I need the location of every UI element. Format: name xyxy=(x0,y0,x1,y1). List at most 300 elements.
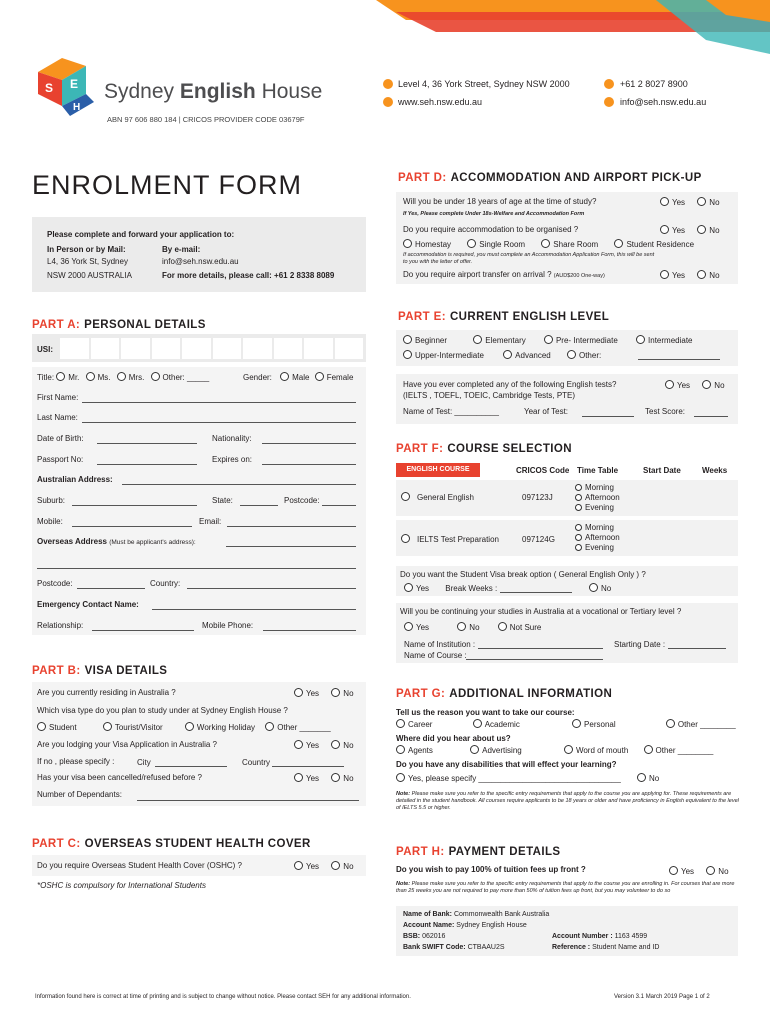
bsb-row xyxy=(403,933,445,940)
oshc-no: No xyxy=(343,862,354,871)
visa-q5-no: No xyxy=(343,774,354,783)
start-header: Start Date xyxy=(643,466,681,475)
break-no-radio[interactable] xyxy=(589,583,598,592)
beginner: Beginner xyxy=(415,336,448,345)
hear-q: Where did you hear about us? xyxy=(396,734,511,743)
starting-label: Starting Date : xyxy=(614,640,666,649)
parth-note-label: Note: xyxy=(396,881,411,887)
course-name-field[interactable] xyxy=(466,659,603,660)
last-name-field[interactable] xyxy=(82,422,356,423)
intermediate: Intermediate xyxy=(648,336,693,345)
parth-note xyxy=(396,881,742,895)
under18-no: No xyxy=(709,198,720,207)
partd-q1-options xyxy=(660,197,720,207)
title-label: Title: xyxy=(37,373,55,382)
tests-no: No xyxy=(714,381,725,390)
course-1-code: 097123J xyxy=(522,493,553,502)
partg-note-label: Note: xyxy=(396,791,411,797)
tests-sub: (IELTS , TOEFL, TOEIC, Cambridge Tests, PTE) xyxy=(403,391,576,400)
course-1-times xyxy=(575,483,620,513)
advanced: Advanced xyxy=(515,351,551,360)
single-radio[interactable] xyxy=(467,239,476,248)
logo xyxy=(32,54,100,118)
reason-other-radio[interactable] xyxy=(666,719,675,728)
agents-radio[interactable] xyxy=(396,745,405,754)
level-other-field[interactable] xyxy=(638,359,720,360)
aus-address-field[interactable] xyxy=(122,484,356,485)
wom-radio[interactable] xyxy=(564,745,573,754)
oshc-yes-radio[interactable] xyxy=(294,861,303,870)
partg-note-text: Please make sure you refer to the specific entry requirements that apply to the course you are applying for. These requirements are detailed in the student handbook. All courses require applicants to be 18 years or older and have proficiency in English equivalent to the level of IELTS 5.5 or higher. xyxy=(396,791,739,811)
visa-other: Other _______ xyxy=(277,723,331,732)
homestay: Homestay xyxy=(415,240,452,249)
preint-radio[interactable] xyxy=(544,335,553,344)
accom-note2: to you with the letter of offer. xyxy=(403,259,473,265)
airport-yes: Yes xyxy=(672,271,686,280)
part-e-heading xyxy=(398,311,609,323)
accom-type-options xyxy=(403,239,694,249)
partd-q2: Do you require accommodation to be organised ? xyxy=(403,225,579,234)
email-icon xyxy=(604,97,614,107)
brand-suffix: House xyxy=(255,80,323,103)
course-2-evening: Evening xyxy=(585,543,614,552)
course-1-radio[interactable] xyxy=(401,492,410,501)
break-weeks-field[interactable] xyxy=(500,592,572,593)
corner-graphic xyxy=(376,0,770,54)
part-a-heading xyxy=(32,319,206,331)
emergency-label: Emergency Contact Name: xyxy=(37,600,139,609)
academic-radio[interactable] xyxy=(473,719,482,728)
break-options xyxy=(404,583,497,593)
partg-note xyxy=(396,791,744,812)
tests-no-radio[interactable] xyxy=(702,380,711,389)
course-1 xyxy=(401,492,474,502)
level-other-radio[interactable] xyxy=(567,350,576,359)
dob-field[interactable] xyxy=(97,443,197,444)
visa-city: City xyxy=(137,758,151,767)
advanced-radio[interactable] xyxy=(503,350,512,359)
visa-q3-yes-radio[interactable] xyxy=(294,740,303,749)
institution-label: Name of Institution : xyxy=(404,640,476,649)
continue-yes: Yes xyxy=(416,623,430,632)
part-g-label: PART G: xyxy=(396,688,446,700)
footer-disclaimer: Information found here is correct at time of printing and is subject to change without notice. Please contact SEH for any additional information. xyxy=(35,994,411,1000)
overseas-row xyxy=(37,537,196,546)
break-no: No xyxy=(601,584,612,593)
oshc-note: *OSHC is compulsory for International Students xyxy=(37,881,206,890)
test-score-field[interactable] xyxy=(694,416,728,417)
location-icon xyxy=(383,79,393,89)
other-title-radio[interactable] xyxy=(151,372,160,381)
beginner-radio[interactable] xyxy=(403,335,412,344)
course-2-times xyxy=(575,523,620,553)
part-h-label: PART H: xyxy=(396,846,445,858)
usi-label: USI: xyxy=(37,345,53,354)
svg-text:H: H xyxy=(73,102,81,113)
visa-q3-yes: Yes xyxy=(306,741,320,750)
word-of-mouth: Word of mouth xyxy=(575,746,629,755)
overseas-field-2[interactable] xyxy=(37,568,356,569)
payment-yes-radio[interactable] xyxy=(669,866,678,875)
male-radio[interactable] xyxy=(280,372,289,381)
visa-q1-options xyxy=(294,688,354,698)
relationship-field[interactable] xyxy=(92,630,194,631)
part-c-label: PART C: xyxy=(32,838,81,850)
break-weeks: Break Weeks : xyxy=(445,584,498,593)
page-title: ENROLMENT FORM xyxy=(32,170,303,200)
partd-q3-note: (AUD$200 One-way) xyxy=(553,273,605,279)
part-d-label: PART D: xyxy=(398,172,447,184)
visa-q5-options xyxy=(294,773,354,783)
year-test: Year of Test: xyxy=(524,407,569,416)
english-course-badge: ENGLISH COURSE xyxy=(396,463,480,477)
visa-q3-options xyxy=(294,740,354,750)
aus-address-label: Australian Address: xyxy=(37,475,113,484)
part-d-title: ACCOMMODATION AND AIRPORT PICK-UP xyxy=(450,172,702,184)
ref-value: Student Name and ID xyxy=(592,944,660,951)
reason-q: Tell us the reason you want to take our course: xyxy=(396,708,575,717)
postcode-label: Postcode: xyxy=(284,496,320,505)
payment-options xyxy=(669,866,729,876)
gender-row xyxy=(243,372,353,382)
email-heading: By e-mail: xyxy=(162,245,201,254)
visa-country: Country xyxy=(242,758,271,767)
bsb-value: 062016 xyxy=(422,933,446,940)
visa-q1-no: No xyxy=(343,689,354,698)
part-c-heading xyxy=(32,838,311,850)
visa-student: Student xyxy=(49,723,77,732)
student-residence: Student Residence xyxy=(626,240,695,249)
visa-q4: If no , please specify : xyxy=(37,757,115,766)
visa-city-field[interactable] xyxy=(155,766,227,767)
under18-yes-radio[interactable] xyxy=(660,197,669,206)
partd-q3: Do you require airport transfer on arrival ? xyxy=(403,270,552,279)
mail-heading: In Person or by Mail: xyxy=(47,245,126,254)
bsb-label: BSB: xyxy=(403,933,421,940)
visa-q3-no: No xyxy=(343,741,354,750)
details-line: For more details, please call: +61 2 8338 8089 xyxy=(162,271,335,280)
mobile-field[interactable] xyxy=(72,526,192,527)
part-b-heading xyxy=(32,665,167,677)
accom-yes-radio[interactable] xyxy=(660,225,669,234)
mail-line1: L4, 36 York St, Sydney xyxy=(47,257,128,266)
under18-yes: Yes xyxy=(672,198,686,207)
airport-no: No xyxy=(709,271,720,280)
expires-label: Expires on: xyxy=(212,455,253,464)
other-title-label: Other: _____ xyxy=(162,373,210,382)
ms-label: Ms. xyxy=(97,373,111,382)
abn-text: ABN 97 606 880 184 | CRICOS PROVIDER CODE 03679F xyxy=(107,115,305,124)
break-q: Do you want the Student Visa break option ( General English Only ) ? xyxy=(400,570,646,579)
continue-options xyxy=(404,622,541,632)
break-yes-radio[interactable] xyxy=(404,583,413,592)
institution-field[interactable] xyxy=(478,648,603,649)
address-text: Level 4, 36 York Street, Sydney NSW 2000 xyxy=(398,79,570,89)
break-yes: Yes xyxy=(416,584,430,593)
email-value: info@seh.nsw.edu.au xyxy=(162,257,239,266)
swift-value: CTBAAU2S xyxy=(467,944,505,951)
agents: Agents xyxy=(408,746,433,755)
single-room: Single Room xyxy=(479,240,526,249)
account-label: Account Name: xyxy=(403,922,455,929)
last-name-label: Last Name: xyxy=(37,413,78,422)
pre-intermediate: Pre- Intermediate xyxy=(555,336,618,345)
brand-bold: English xyxy=(179,80,256,103)
tests-yes-radio[interactable] xyxy=(665,380,674,389)
reason-other: Other ________ xyxy=(677,720,736,729)
male-label: Male xyxy=(292,373,310,382)
accnum-value: 1163 4599 xyxy=(614,933,648,940)
continue-notsure-radio[interactable] xyxy=(498,622,507,631)
course-2-afternoon-radio[interactable] xyxy=(575,534,582,541)
payment-no: No xyxy=(718,867,729,876)
phone-text: +61 2 8027 8900 xyxy=(620,79,688,89)
tests-yes: Yes xyxy=(677,381,691,390)
visa-q1-no-radio[interactable] xyxy=(331,688,340,697)
part-e-title: CURRENT ENGLISH LEVEL xyxy=(449,311,610,323)
visa-country-field[interactable] xyxy=(272,766,344,767)
visa-q1-yes-radio[interactable] xyxy=(294,688,303,697)
female-label: Female xyxy=(326,373,354,382)
part-f-label: PART F: xyxy=(396,443,444,455)
visa-q3-no-radio[interactable] xyxy=(331,740,340,749)
accom-no-radio[interactable] xyxy=(697,225,706,234)
visa-working: Working Holiday xyxy=(196,723,256,732)
course-1-morning-radio[interactable] xyxy=(575,484,582,491)
part-h-title: PAYMENT DETAILS xyxy=(448,846,561,858)
instructions-box xyxy=(32,217,366,292)
website-text[interactable]: www.seh.nsw.edu.au xyxy=(398,97,483,107)
break-no-option xyxy=(589,583,611,593)
country-field[interactable] xyxy=(187,588,356,589)
instructions-heading: Please complete and forward your application to: xyxy=(47,230,235,239)
swift-row xyxy=(403,944,505,951)
overseas-field[interactable] xyxy=(226,546,356,547)
mrs-label: Mrs. xyxy=(128,373,145,382)
oshc-yes: Yes xyxy=(306,862,320,871)
visa-q1: Are you currently residing in Australia ? xyxy=(37,688,176,697)
career: Career xyxy=(408,720,433,729)
mobile-label: Mobile: xyxy=(37,517,63,526)
level-options-1 xyxy=(403,335,692,345)
share-room: Share Room xyxy=(553,240,599,249)
level-other: Other: xyxy=(578,351,602,360)
visa-q3: Are you lodging your Visa Application in Australia ? xyxy=(37,740,217,749)
visa-other-radio[interactable] xyxy=(265,722,274,731)
course-2-name: IELTS Test Preparation xyxy=(417,535,499,544)
course-2-evening-radio[interactable] xyxy=(575,544,582,551)
dependants-field[interactable] xyxy=(137,800,359,801)
partd-q1: Will you be under 18 years of age at the time of study? xyxy=(403,197,597,206)
continue-yes-radio[interactable] xyxy=(404,622,413,631)
advertising-radio[interactable] xyxy=(470,745,479,754)
passport-field[interactable] xyxy=(97,464,197,465)
continue-no-radio[interactable] xyxy=(457,622,466,631)
continue-q: Will you be continuing your studies in Australia at a vocational or Tertiary level ? xyxy=(400,607,682,616)
mrs-radio[interactable] xyxy=(117,372,126,381)
residence-radio[interactable] xyxy=(614,239,623,248)
continue-no: No xyxy=(469,623,480,632)
intermediate-radio[interactable] xyxy=(636,335,645,344)
hear-options xyxy=(396,745,713,755)
part-f-heading xyxy=(396,443,572,455)
timetable-header: Time Table xyxy=(577,466,619,475)
globe-icon xyxy=(383,97,393,107)
homestay-radio[interactable] xyxy=(403,239,412,248)
visa-q6: Number of Dependants: xyxy=(37,790,122,799)
visa-q1-yes: Yes xyxy=(306,689,320,698)
part-f-title: COURSE SELECTION xyxy=(447,443,572,455)
disability-yes: Yes, please specify ________________________________ xyxy=(408,774,621,783)
oshc-no-radio[interactable] xyxy=(331,861,340,870)
partd-q3-options xyxy=(660,270,720,280)
academic: Academic xyxy=(484,720,520,729)
parth-note-text: Please make sure you refer to the specific entry requirements that apply to the course you are enrolling in. For courses that are more than 25 weeks you are not required to pay more than 50% of tuition fees up front, but you may volunteer to do so xyxy=(396,881,735,894)
title-row xyxy=(37,372,209,382)
payment-no-radio[interactable] xyxy=(706,866,715,875)
share-radio[interactable] xyxy=(541,239,550,248)
bank-label: Name of Bank: xyxy=(403,911,453,918)
bank-value: Commonwealth Bank Australia xyxy=(453,911,550,918)
footer-version: Version 3.1 March 2019 Page 1 of 2 xyxy=(614,994,710,1000)
weeks-header: Weeks xyxy=(702,466,728,475)
course-2-morning-radio[interactable] xyxy=(575,524,582,531)
nationality-label: Nationality: xyxy=(212,434,252,443)
accom-no: No xyxy=(709,226,720,235)
payment-q: Do you wish to pay 100% of tuition fees up front ? xyxy=(396,865,586,874)
level-options-2 xyxy=(403,350,601,360)
personal-radio[interactable] xyxy=(572,719,581,728)
mr-label: Mr. xyxy=(68,373,80,382)
partd-q1-note: If Yes, Please complete Under 18s-Welfare and Accommodation Form xyxy=(403,211,585,217)
visa-q5-yes-radio[interactable] xyxy=(294,773,303,782)
female-radio[interactable] xyxy=(315,372,324,381)
disability-no-radio[interactable] xyxy=(637,773,646,782)
gender-label: Gender: xyxy=(243,373,272,382)
course-1-evening: Evening xyxy=(585,503,614,512)
visa-tourist-radio[interactable] xyxy=(103,722,112,731)
visa-q5: Has your visa been cancelled/refused before ? xyxy=(37,773,202,782)
postcode2-field[interactable] xyxy=(77,588,145,589)
starting-field[interactable] xyxy=(668,648,726,649)
elementary: Elementary xyxy=(485,336,526,345)
part-d-heading xyxy=(398,172,702,184)
suburb-label: Suburb: xyxy=(37,496,66,505)
mobile-phone-label: Mobile Phone: xyxy=(202,621,254,630)
test-score: Test Score: xyxy=(645,407,686,416)
accom-note1: If accommodation is required, you must complete an Accommodation Application Form, this will be sent xyxy=(403,252,655,258)
email-label: Email: xyxy=(199,517,222,526)
course-1-afternoon-radio[interactable] xyxy=(575,494,582,501)
expires-field[interactable] xyxy=(262,464,356,465)
visa-q5-yes: Yes xyxy=(306,774,320,783)
visa-working-radio[interactable] xyxy=(185,722,194,731)
course-2 xyxy=(401,534,499,544)
partd-q2-options xyxy=(660,225,720,235)
passport-label: Passport No: xyxy=(37,455,84,464)
accom-yes: Yes xyxy=(672,226,686,235)
hear-other-radio[interactable] xyxy=(644,745,653,754)
course-2-afternoon: Afternoon xyxy=(585,533,620,542)
visa-q5-no-radio[interactable] xyxy=(331,773,340,782)
phone-icon xyxy=(604,79,614,89)
course-1-name: General English xyxy=(417,493,474,502)
relationship-label: Relationship: xyxy=(37,621,84,630)
under18-no-radio[interactable] xyxy=(697,197,706,206)
svg-text:S: S xyxy=(45,81,54,95)
part-c-title: OVERSEAS STUDENT HEALTH COVER xyxy=(84,838,311,850)
postcode2-label: Postcode: xyxy=(37,579,73,588)
career-radio[interactable] xyxy=(396,719,405,728)
upper-radio[interactable] xyxy=(403,350,412,359)
swift-label: Bank SWIFT Code: xyxy=(403,944,466,951)
accnum-label: Account Number : xyxy=(552,933,613,940)
account-row xyxy=(403,922,527,929)
part-a-title: PERSONAL DETAILS xyxy=(84,319,206,331)
name-test: Name of Test: __________ xyxy=(403,407,499,416)
part-b-label: PART B: xyxy=(32,665,81,677)
tests-q1: Have you ever completed any of the following English tests? xyxy=(403,380,617,389)
state-field[interactable] xyxy=(240,505,278,506)
disability-yes-radio[interactable] xyxy=(396,773,405,782)
emergency-field[interactable] xyxy=(152,609,356,610)
year-test-field[interactable] xyxy=(582,416,634,417)
oshc-options xyxy=(294,861,354,871)
course-1-evening-radio[interactable] xyxy=(575,504,582,511)
ref-label: Reference : xyxy=(552,944,591,951)
upper-intermediate: Upper-Intermediate xyxy=(415,351,484,360)
reason-options xyxy=(396,719,736,729)
nationality-field[interactable] xyxy=(262,443,356,444)
country-label: Country: xyxy=(150,579,181,588)
partd-q3-row xyxy=(403,270,605,279)
visa-q2: Which visa type do you plan to study under at Sydney English House ? xyxy=(37,706,288,715)
accnum-row xyxy=(552,933,647,940)
mr-radio[interactable] xyxy=(56,372,65,381)
personal: Personal xyxy=(584,720,616,729)
mail-line2: NSW 2000 AUSTRALIA xyxy=(47,271,132,280)
brand-name xyxy=(104,80,322,104)
disability-no: No xyxy=(649,774,660,783)
oshc-q1: Do you require Overseas Student Health Cover (OSHC) ? xyxy=(37,861,242,870)
svg-text:E: E xyxy=(70,77,79,91)
airport-yes-radio[interactable] xyxy=(660,270,669,279)
continue-notsure: Not Sure xyxy=(509,623,542,632)
course-1-morning: Morning xyxy=(585,483,614,492)
ms-radio[interactable] xyxy=(86,372,95,381)
visa-student-radio[interactable] xyxy=(37,722,46,731)
visa-tourist: Tourist/Visitor xyxy=(114,723,163,732)
email-field[interactable] xyxy=(227,526,356,527)
mobile-phone-field[interactable] xyxy=(263,630,356,631)
first-name-label: First Name: xyxy=(37,393,79,402)
part-h-heading xyxy=(396,846,560,858)
part-e-label: PART E: xyxy=(398,311,446,323)
hear-other: Other ________ xyxy=(655,746,714,755)
postcode-field[interactable] xyxy=(322,505,356,506)
first-name-field[interactable] xyxy=(82,402,356,403)
usi-input[interactable] xyxy=(60,338,363,359)
course-2-radio[interactable] xyxy=(401,534,410,543)
tests-options xyxy=(665,380,725,390)
elementary-radio[interactable] xyxy=(473,335,482,344)
visa-type-options xyxy=(37,722,331,732)
part-g-title: ADDITIONAL INFORMATION xyxy=(449,688,613,700)
suburb-field[interactable] xyxy=(72,505,197,506)
email-text[interactable]: info@seh.nsw.edu.au xyxy=(620,97,707,107)
airport-no-radio[interactable] xyxy=(697,270,706,279)
dob-label: Date of Birth: xyxy=(37,434,84,443)
